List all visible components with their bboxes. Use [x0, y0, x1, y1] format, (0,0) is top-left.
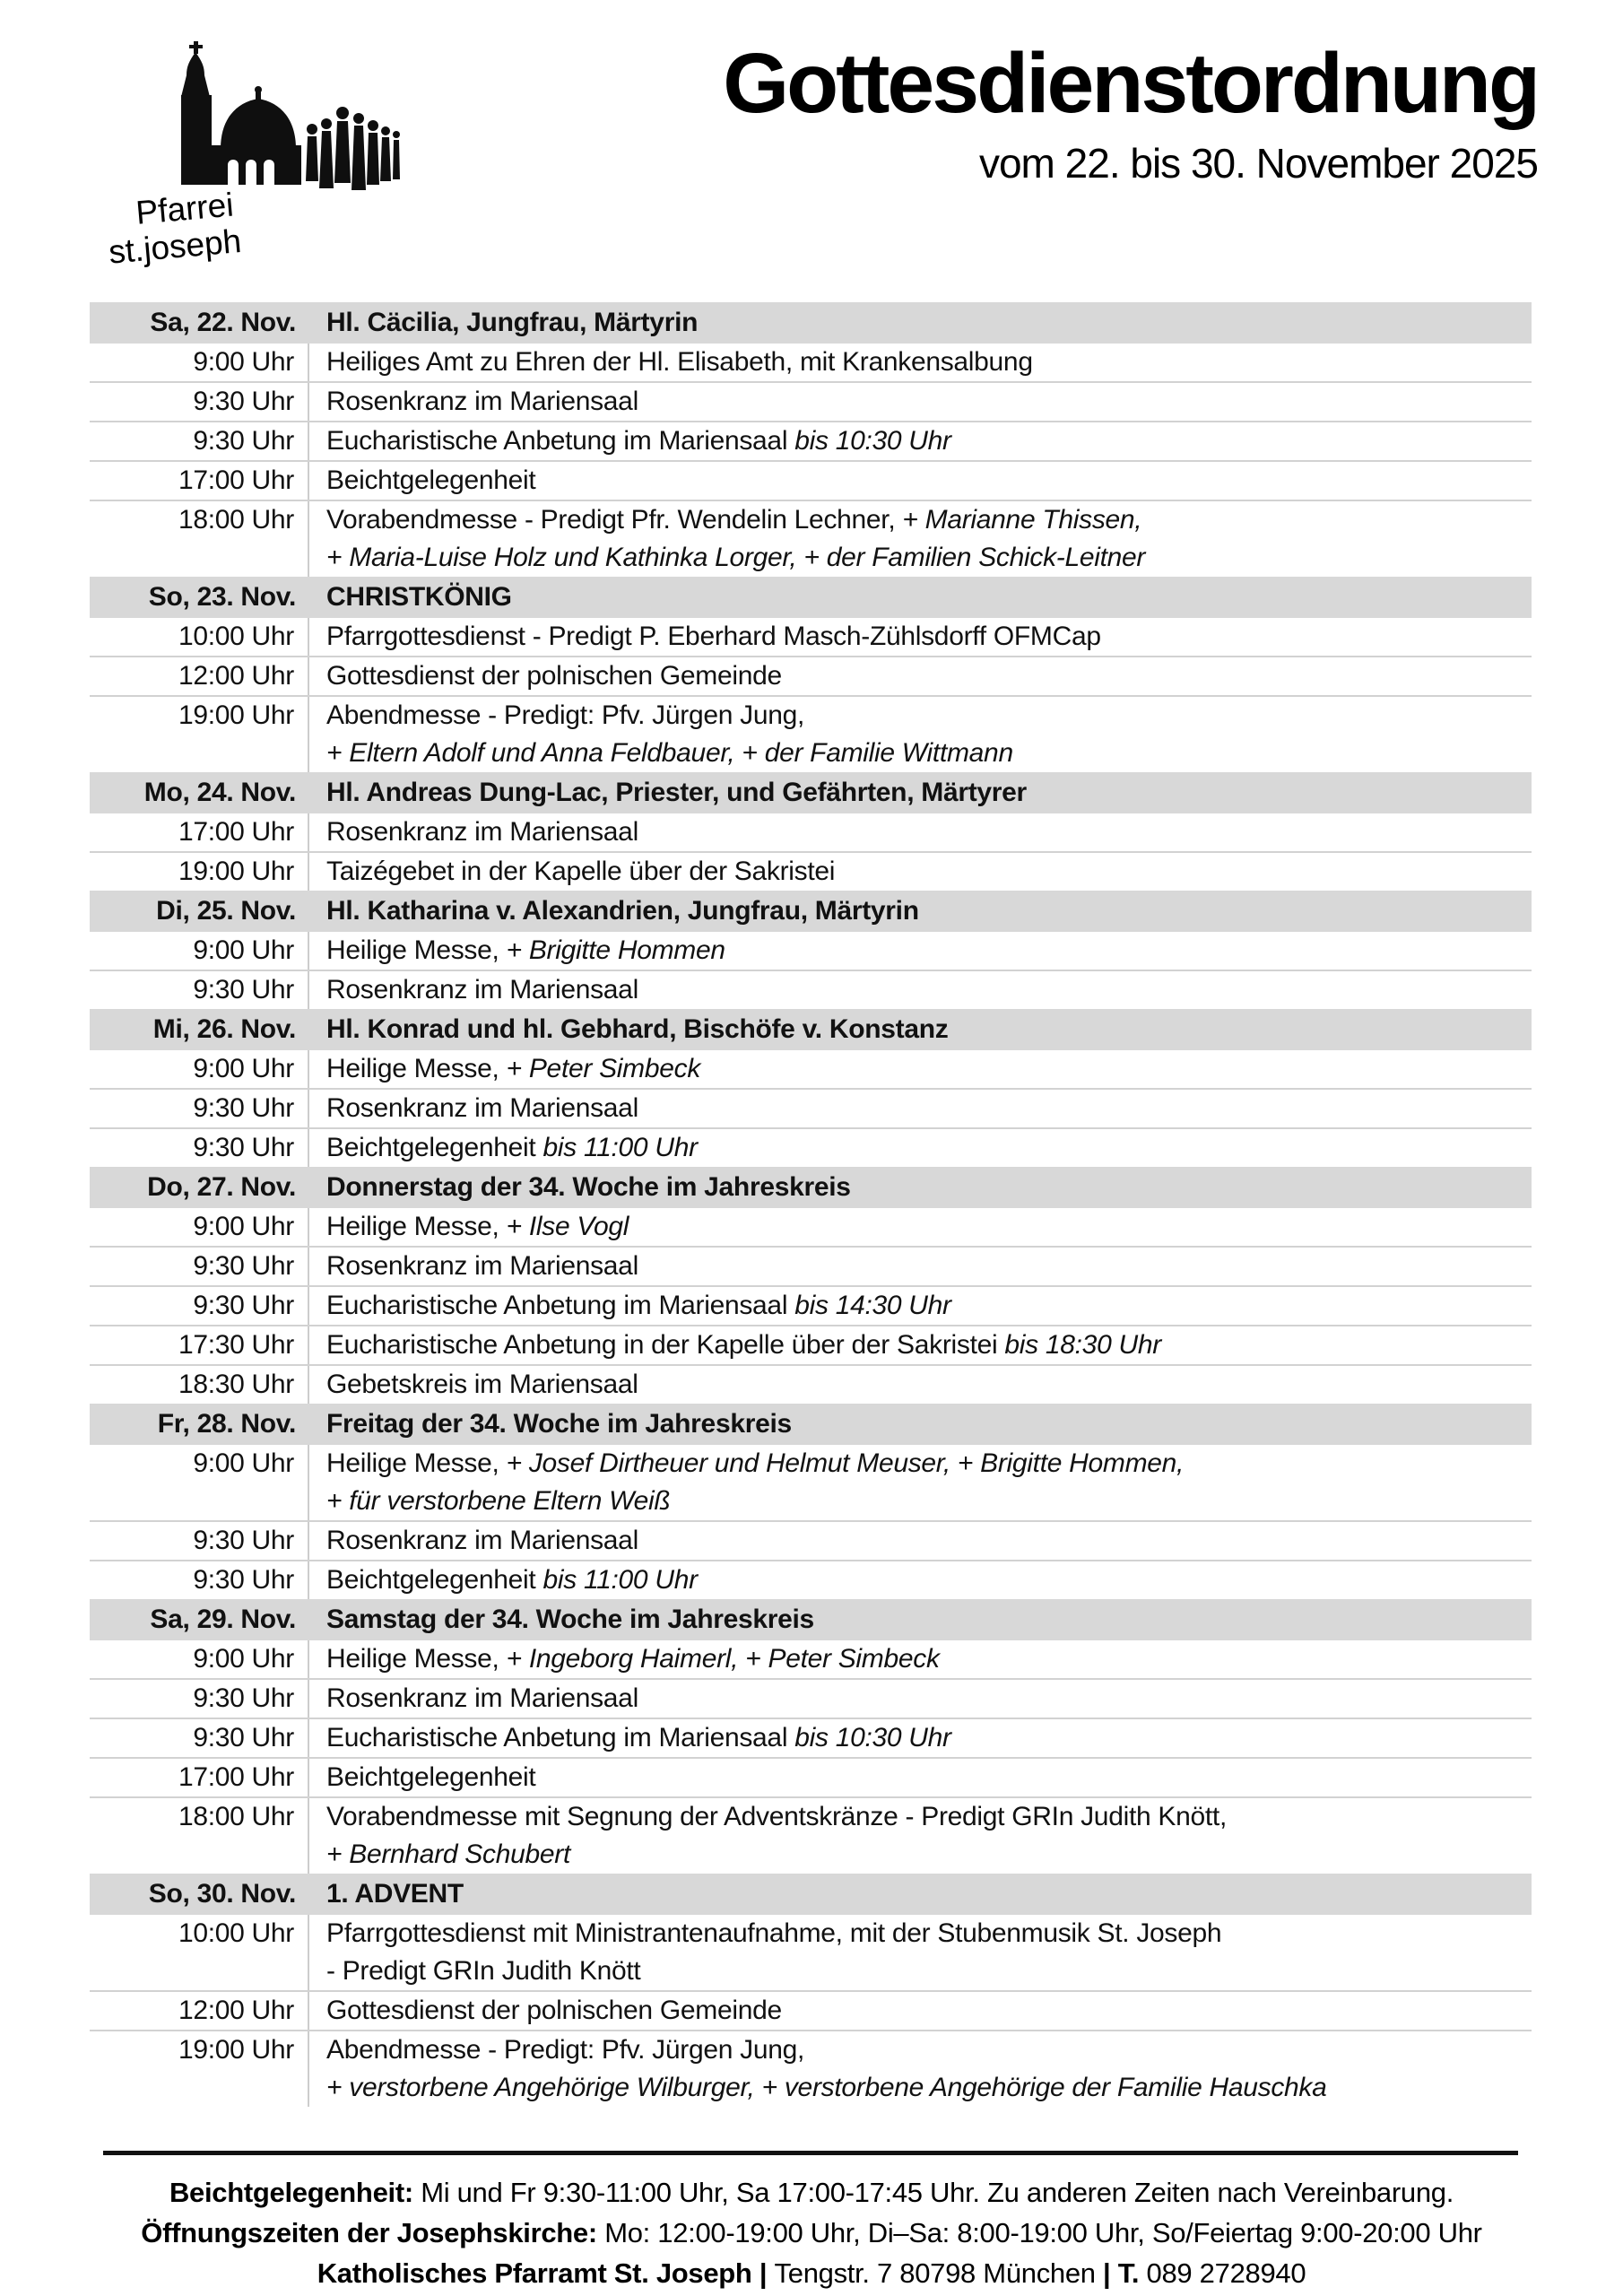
day-section — [90, 577, 1532, 772]
event-description-line: Rosenkranz im Mariensaal — [326, 1683, 638, 1713]
event-row — [90, 813, 1532, 851]
event-row — [90, 970, 1532, 1009]
event-row — [90, 1285, 1532, 1325]
page-title: Gottesdienstordnung — [723, 36, 1538, 131]
event-description-line: Heilige Messe, + Peter Simbeck — [326, 1054, 701, 1083]
event-description-line: Eucharistische Anbetung im Mariensaal bis 10:30 Uhr — [326, 1723, 951, 1752]
event-description — [309, 383, 1532, 421]
event-description-line: Gottesdienst der polnischen Gemeinde — [326, 1996, 782, 2025]
day-header — [90, 577, 1532, 618]
day-title: Freitag der 34. Woche im Jahreskreis — [326, 1409, 792, 1439]
day-title: Hl. Konrad und hl. Gebhard, Bischöfe v. Konstanz — [326, 1014, 949, 1044]
event-description — [309, 1248, 1532, 1285]
event-time: 12:00 Uhr — [90, 657, 309, 695]
parish-name-line1: Pfarrei — [134, 186, 236, 231]
day-title: 1. ADVENT — [326, 1879, 464, 1909]
event-description-line: Pfarrgottesdienst - Predigt P. Eberhard Masch-Zühlsdorff OFMCap — [326, 622, 1101, 651]
event-description — [309, 1640, 1532, 1678]
event-row — [90, 1364, 1532, 1404]
day-date: Mo, 24. Nov. — [143, 778, 296, 807]
day-title: Samstag der 34. Woche im Jahreskreis — [326, 1605, 814, 1634]
event-description-line: Rosenkranz im Mariensaal — [326, 1093, 638, 1123]
footer — [0, 2172, 1623, 2293]
event-time: 9:00 Uhr — [90, 1640, 309, 1678]
event-description — [309, 1522, 1532, 1560]
page-subtitle: vom 22. bis 30. November 2025 — [978, 140, 1538, 187]
event-description-line: + für verstorbene Eltern Weiß — [326, 1486, 671, 1516]
event-description-line: - Predigt GRIn Judith Knött — [326, 1956, 641, 1986]
event-time: 9:00 Uhr — [90, 1050, 309, 1088]
day-date: Mi, 26. Nov. — [152, 1014, 296, 1044]
day-section — [90, 1167, 1532, 1404]
event-description — [309, 1445, 1532, 1520]
event-time: 18:00 Uhr — [90, 1798, 309, 1874]
day-title: Donnerstag der 34. Woche im Jahreskreis — [326, 1172, 851, 1202]
event-time: 9:30 Uhr — [90, 1680, 309, 1718]
event-description — [309, 697, 1532, 772]
event-description-line: Vorabendmesse mit Segnung der Adventskränze - Predigt GRIn Judith Knött, — [326, 1802, 1227, 1831]
event-description-line: + Bernhard Schubert — [326, 1839, 570, 1869]
event-description-line: Heilige Messe, + Ilse Vogl — [326, 1212, 629, 1241]
event-description — [309, 657, 1532, 695]
event-row — [90, 421, 1532, 460]
day-section — [90, 1599, 1532, 1874]
event-time: 9:30 Uhr — [90, 1129, 309, 1167]
event-description-line: Beichtgelegenheit bis 11:00 Uhr — [326, 1133, 698, 1162]
event-description — [309, 971, 1532, 1009]
event-time: 18:00 Uhr — [90, 501, 309, 577]
event-description-line: Heiliges Amt zu Ehren der Hl. Elisabeth, mit Krankensalbung — [326, 347, 1033, 377]
footer-hours-label: Öffnungszeiten der Josephskirche: — [141, 2217, 597, 2248]
event-row — [90, 656, 1532, 695]
event-time: 9:30 Uhr — [90, 1287, 309, 1325]
event-time: 19:00 Uhr — [90, 2031, 309, 2107]
event-row — [90, 1678, 1532, 1718]
event-time: 17:00 Uhr — [90, 1759, 309, 1796]
event-description — [309, 1719, 1532, 1757]
day-date: Fr, 28. Nov. — [157, 1409, 296, 1439]
event-time: 9:30 Uhr — [90, 1090, 309, 1127]
event-time: 9:30 Uhr — [90, 422, 309, 460]
event-time: 9:00 Uhr — [90, 1208, 309, 1246]
event-description — [309, 1366, 1532, 1404]
event-description — [309, 813, 1532, 851]
event-description — [309, 1561, 1532, 1599]
event-time: 9:30 Uhr — [90, 1522, 309, 1560]
event-description — [309, 1798, 1532, 1874]
event-row — [90, 1088, 1532, 1127]
event-row — [90, 381, 1532, 421]
event-row — [90, 1796, 1532, 1874]
event-description-line: + Maria-Luise Holz und Kathinka Lorger, + der Familien Schick-Leitner — [326, 543, 1146, 572]
parish-logo — [104, 39, 409, 271]
day-section — [90, 772, 1532, 891]
event-description — [309, 422, 1532, 460]
day-section — [90, 1874, 1532, 2107]
day-title: Hl. Andreas Dung-Lac, Priester, und Gefährten, Märtyrer — [326, 778, 1027, 807]
event-time: 17:00 Uhr — [90, 813, 309, 851]
event-description-line: Pfarrgottesdienst mit Ministrantenaufnahme, mit der Stubenmusik St. Joseph — [326, 1918, 1222, 1948]
event-row — [90, 1445, 1532, 1520]
day-section — [90, 891, 1532, 1009]
event-description-line: Rosenkranz im Mariensaal — [326, 1526, 638, 1555]
event-row — [90, 2030, 1532, 2107]
day-section — [90, 1404, 1532, 1599]
event-row — [90, 1127, 1532, 1167]
event-row — [90, 932, 1532, 970]
footer-hours-line — [0, 2213, 1623, 2253]
footer-confession-text: Mi und Fr 9:30-11:00 Uhr, Sa 17:00-17:45 Uhr. Zu anderen Zeiten nach Vereinbarung. — [412, 2177, 1454, 2208]
day-date: Do, 27. Nov. — [147, 1172, 296, 1202]
event-description-line: Rosenkranz im Mariensaal — [326, 975, 638, 1004]
event-row — [90, 1325, 1532, 1364]
event-description — [309, 932, 1532, 970]
event-description-line: Eucharistische Anbetung im Mariensaal bis 14:30 Uhr — [326, 1291, 951, 1320]
event-time: 18:30 Uhr — [90, 1366, 309, 1404]
event-row — [90, 1990, 1532, 2030]
day-header — [90, 1404, 1532, 1445]
event-row — [90, 1915, 1532, 1990]
event-description-line: Rosenkranz im Mariensaal — [326, 387, 638, 416]
day-title: Hl. Katharina v. Alexandrien, Jungfrau, Märtyrin — [326, 896, 919, 926]
event-description-line: Gebetskreis im Mariensaal — [326, 1370, 638, 1399]
event-description — [309, 462, 1532, 500]
event-description-line: + Eltern Adolf und Anna Feldbauer, + der Familie Wittmann — [326, 738, 1013, 768]
event-time: 12:00 Uhr — [90, 1992, 309, 2030]
event-description-line: Beichtgelegenheit — [326, 465, 536, 495]
event-time: 10:00 Uhr — [90, 618, 309, 656]
day-section — [90, 1009, 1532, 1167]
event-description-line: Beichtgelegenheit — [326, 1762, 536, 1792]
event-time: 9:00 Uhr — [90, 932, 309, 970]
event-description — [309, 853, 1532, 891]
day-title: Hl. Cäcilia, Jungfrau, Märtyrin — [326, 308, 699, 337]
event-description — [309, 1129, 1532, 1167]
event-row — [90, 1757, 1532, 1796]
day-date: Sa, 29. Nov. — [150, 1605, 296, 1634]
footer-divider — [103, 2151, 1518, 2155]
event-time: 9:30 Uhr — [90, 1719, 309, 1757]
event-row — [90, 695, 1532, 772]
event-time: 9:00 Uhr — [90, 344, 309, 381]
event-row — [90, 1560, 1532, 1599]
event-time: 9:30 Uhr — [90, 1561, 309, 1599]
event-description-line: Heilige Messe, + Brigitte Hommen — [326, 935, 725, 965]
event-row — [90, 1718, 1532, 1757]
event-description-line: Heilige Messe, + Josef Dirtheuer und Helmut Meuser, + Brigitte Hommen, — [326, 1448, 1185, 1478]
footer-hours-text: Mo: 12:00-19:00 Uhr, Di–Sa: 8:00-19:00 Uhr, So/Feiertag 9:00-20:00 Uhr — [596, 2217, 1482, 2248]
event-description — [309, 1680, 1532, 1718]
event-description — [309, 1326, 1532, 1364]
day-header — [90, 1599, 1532, 1640]
day-date: So, 30. Nov. — [148, 1879, 296, 1909]
day-header — [90, 1009, 1532, 1050]
event-time: 9:30 Uhr — [90, 383, 309, 421]
event-time: 9:00 Uhr — [90, 1445, 309, 1520]
event-description — [309, 1090, 1532, 1127]
day-header — [90, 1167, 1532, 1208]
day-header — [90, 772, 1532, 813]
event-description-line: Abendmesse - Predigt: Pfv. Jürgen Jung, — [326, 2035, 805, 2065]
footer-confession-label: Beichtgelegenheit: — [169, 2177, 413, 2208]
event-description-line: Eucharistische Anbetung im Mariensaal bis 10:30 Uhr — [326, 426, 951, 456]
day-date: Di, 25. Nov. — [156, 896, 296, 926]
title-block — [723, 36, 1538, 187]
event-description — [309, 1915, 1532, 1990]
event-row — [90, 851, 1532, 891]
schedule-table — [90, 302, 1532, 2107]
event-row — [90, 618, 1532, 656]
event-description-line: Eucharistische Anbetung in der Kapelle über der Sakristei bis 18:30 Uhr — [326, 1330, 1161, 1360]
event-description-line: Beichtgelegenheit bis 11:00 Uhr — [326, 1565, 698, 1595]
event-time: 17:00 Uhr — [90, 462, 309, 500]
footer-contact: Katholisches Pfarramt St. Joseph | Tengstr. 7 80798 München | T. 089 2728940 — [317, 2257, 1306, 2289]
event-time: 9:30 Uhr — [90, 1248, 309, 1285]
day-title: CHRISTKÖNIG — [326, 582, 512, 612]
event-description — [309, 2031, 1532, 2107]
event-time: 19:00 Uhr — [90, 853, 309, 891]
day-header — [90, 1874, 1532, 1915]
event-description-line: + verstorbene Angehörige Wilburger, + verstorbene Angehörige der Familie Hauschka — [326, 2073, 1327, 2102]
event-description-line: Rosenkranz im Mariensaal — [326, 1251, 638, 1281]
event-description — [309, 1759, 1532, 1796]
event-row — [90, 1640, 1532, 1678]
event-time: 10:00 Uhr — [90, 1915, 309, 1990]
event-time: 9:30 Uhr — [90, 971, 309, 1009]
event-time: 19:00 Uhr — [90, 697, 309, 772]
event-row — [90, 1208, 1532, 1246]
day-date: Sa, 22. Nov. — [150, 308, 296, 337]
event-description-line: Vorabendmesse - Predigt Pfr. Wendelin Lechner, + Marianne Thissen, — [326, 505, 1142, 535]
event-description — [309, 1208, 1532, 1246]
event-description — [309, 1287, 1532, 1325]
event-row — [90, 344, 1532, 381]
event-description-line: Abendmesse - Predigt: Pfv. Jürgen Jung, — [326, 700, 805, 730]
event-description — [309, 1050, 1532, 1088]
event-description — [309, 618, 1532, 656]
event-row — [90, 1520, 1532, 1560]
footer-confession-line — [0, 2172, 1623, 2213]
event-row — [90, 460, 1532, 500]
event-description-line: Heilige Messe, + Ingeborg Haimerl, + Peter Simbeck — [326, 1644, 940, 1674]
event-description-line: Rosenkranz im Mariensaal — [326, 817, 638, 847]
event-description-line: Gottesdienst der polnischen Gemeinde — [326, 661, 782, 691]
event-description — [309, 344, 1532, 381]
event-description — [309, 1992, 1532, 2030]
day-header — [90, 302, 1532, 344]
event-row — [90, 1050, 1532, 1088]
day-date: So, 23. Nov. — [148, 582, 296, 612]
event-description — [309, 501, 1532, 577]
day-section — [90, 302, 1532, 577]
event-row — [90, 500, 1532, 577]
event-description-line: Taizégebet in der Kapelle über der Sakristei — [326, 857, 836, 886]
day-header — [90, 891, 1532, 932]
event-time: 17:30 Uhr — [90, 1326, 309, 1364]
event-row — [90, 1246, 1532, 1285]
parish-name-line2: st.joseph — [107, 222, 243, 271]
